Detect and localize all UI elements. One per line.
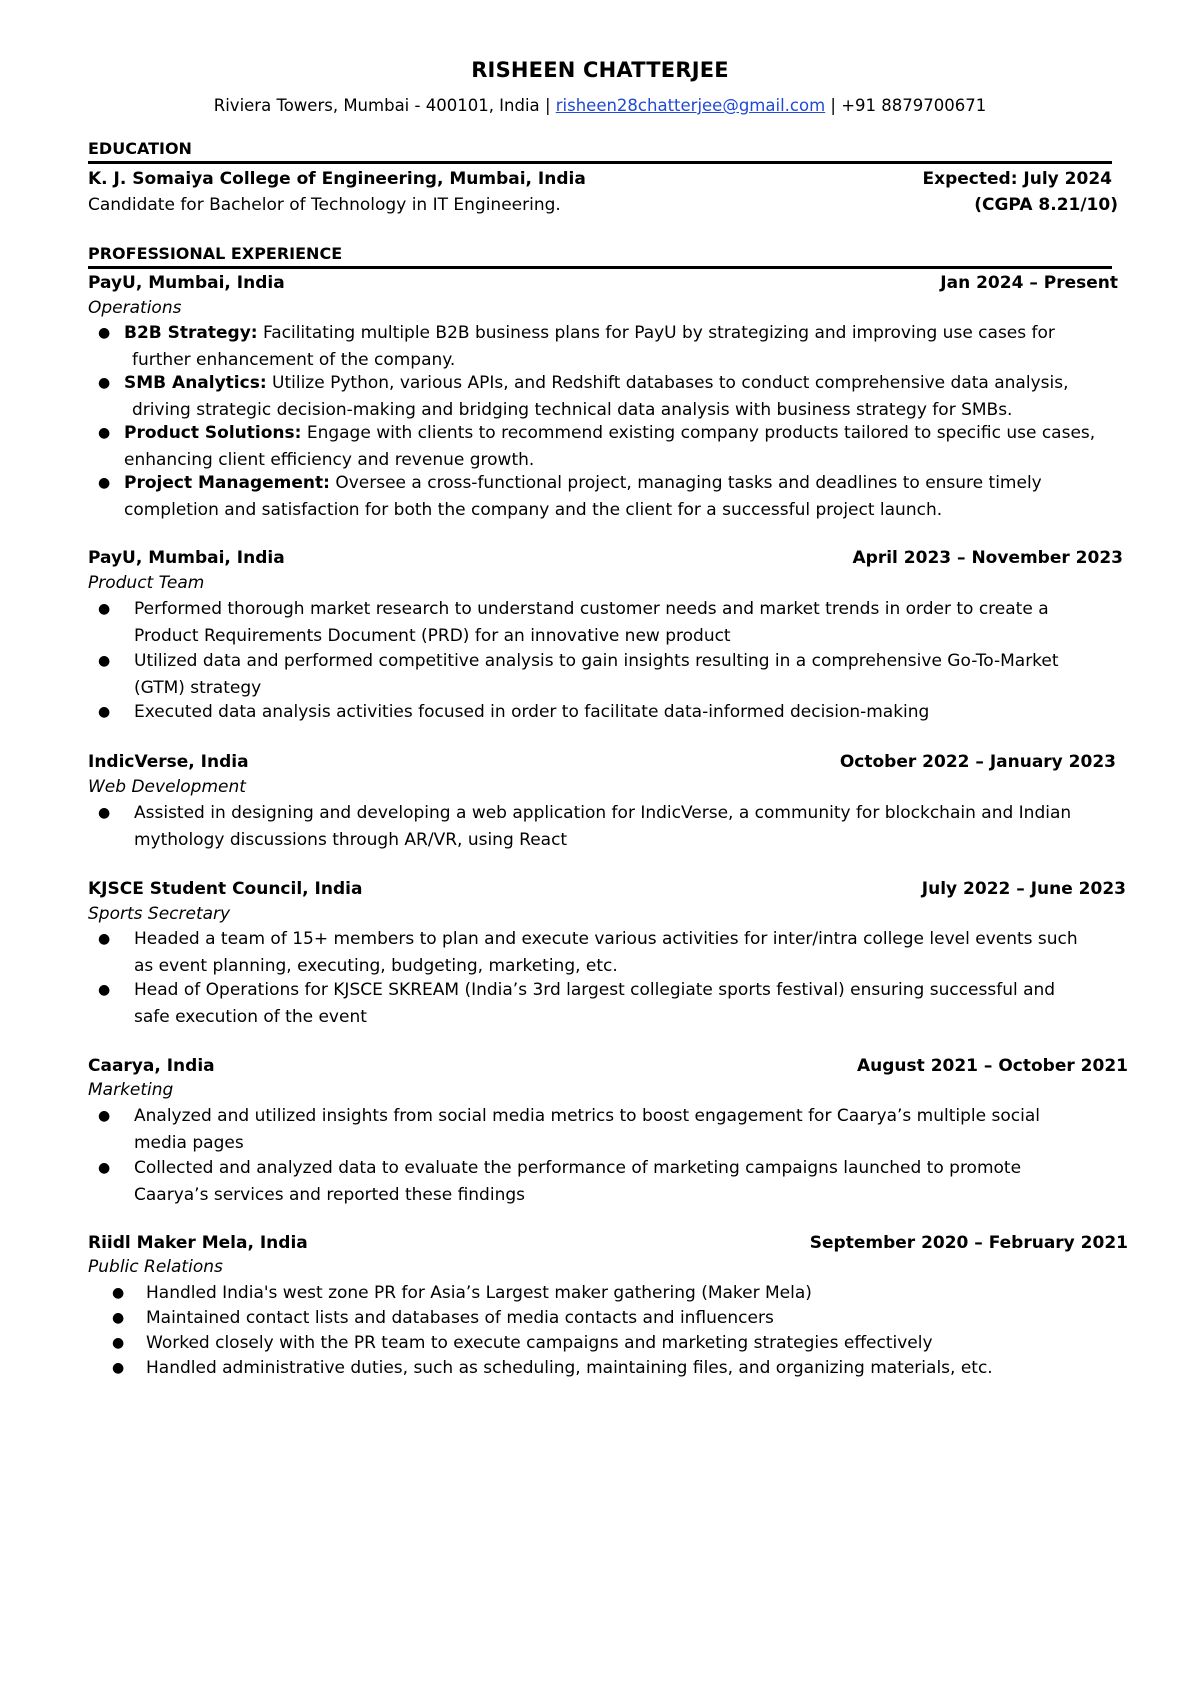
job-role: Sports Secretary <box>88 904 231 924</box>
bullet-text: driving strategic decision-making and bridging technical data analysis with business strategy for SMBs. <box>132 400 1013 420</box>
bullet-icon: ● <box>98 805 111 821</box>
bullet-text: enhancing client efficiency and revenue growth. <box>124 450 535 470</box>
bullet-icon: ● <box>98 704 111 720</box>
job-header <box>88 1056 1128 1080</box>
bullet-text: Maintained contact lists and databases of media contacts and influencers <box>146 1308 774 1328</box>
bullet-icon: ● <box>98 475 111 491</box>
candidate-name: RISHEEN CHATTERJEE <box>471 58 729 82</box>
school-name: K. J. Somaiya College of Engineering, Mumbai, India <box>88 169 586 189</box>
bullet-text: mythology discussions through AR/VR, using React <box>134 830 568 850</box>
separator: | <box>544 96 551 115</box>
bullet-icon: ● <box>112 1310 125 1326</box>
bullet-text: media pages <box>134 1133 244 1153</box>
bullet-lead: Product Solutions: <box>124 423 302 443</box>
bullet-text: Engage with clients to recommend existing company products tailored to specific use cases, <box>301 423 1096 443</box>
bullet-icon: ● <box>112 1285 125 1301</box>
bullet-text: Executed data analysis activities focused in order to facilitate data-informed decision-making <box>134 702 930 722</box>
job-header <box>88 548 1123 572</box>
job-org: IndicVerse, India <box>88 752 249 772</box>
bullet-icon: ● <box>98 982 111 998</box>
bullet-icon: ● <box>112 1335 125 1351</box>
job-date: September 2020 – February 2021 <box>809 1233 1128 1253</box>
bullet-icon: ● <box>98 1108 111 1124</box>
bullet-text: (GTM) strategy <box>134 678 262 698</box>
contact-line <box>0 96 1200 115</box>
job-date: Jan 2024 – Present <box>940 273 1118 293</box>
bullet-text: Caarya’s services and reported these findings <box>134 1185 525 1205</box>
bullet-text: Oversee a cross-functional project, managing tasks and deadlines to ensure timely <box>329 473 1042 493</box>
job-org: Riidl Maker Mela, India <box>88 1233 308 1253</box>
bullet-text: Handled India's west zone PR for Asia’s Largest maker gathering (Maker Mela) <box>146 1283 812 1303</box>
job-org: PayU, Mumbai, India <box>88 273 285 293</box>
graduation-date: Expected: July 2024 <box>922 169 1112 189</box>
job-header <box>88 273 1118 297</box>
bullet-text: Facilitating multiple B2B business plans for PayU by strategizing and improving use cases for <box>257 323 1055 343</box>
bullet-lead: SMB Analytics: <box>124 373 267 393</box>
bullet-text: Worked closely with the PR team to execute campaigns and marketing strategies effectively <box>146 1333 933 1353</box>
bullet-text: Utilize Python, various APIs, and Redshift databases to conduct comprehensive data analysis, <box>266 373 1069 393</box>
job-date: July 2022 – June 2023 <box>921 879 1126 899</box>
section-divider <box>88 266 1112 269</box>
bullet-text: Utilized data and performed competitive analysis to gain insights resulting in a comprehensive Go-To-Market <box>134 651 1059 671</box>
phone: +91 8879700671 <box>841 96 987 115</box>
bullet-text: Collected and analyzed data to evaluate the performance of marketing campaigns launched to promote <box>134 1158 1022 1178</box>
job-role: Public Relations <box>88 1257 223 1277</box>
bullet-text: Performed thorough market research to understand customer needs and market trends in order to create a <box>134 599 1049 619</box>
bullet-icon: ● <box>98 601 111 617</box>
experience-heading: PROFESSIONAL EXPERIENCE <box>88 244 343 263</box>
bullet-text: as event planning, executing, budgeting, marketing, etc. <box>134 956 618 976</box>
bullet-text: Analyzed and utilized insights from social media metrics to boost engagement for Caarya’s multiple social <box>134 1106 1040 1126</box>
address: Riviera Towers, Mumbai - 400101, India <box>213 96 540 115</box>
job-date: August 2021 – October 2021 <box>857 1056 1128 1076</box>
job-role: Operations <box>88 298 182 318</box>
bullet-lead: Project Management: <box>124 473 330 493</box>
job-role: Marketing <box>88 1080 174 1100</box>
bullet-text: Headed a team of 15+ members to plan and execute various activities for inter/intra college level events such <box>134 929 1078 949</box>
bullet-text: Assisted in designing and developing a web application for IndicVerse, a community for blockchain and Indian <box>134 803 1072 823</box>
bullet-icon: ● <box>98 931 111 947</box>
bullet-text: further enhancement of the company. <box>132 350 456 370</box>
degree: Candidate for Bachelor of Technology in IT Engineering. <box>88 195 561 215</box>
degree-row <box>88 195 1118 219</box>
bullet-icon: ● <box>112 1360 125 1376</box>
bullet-icon: ● <box>98 375 111 391</box>
bullet-icon: ● <box>98 425 111 441</box>
bullet-icon: ● <box>98 325 111 341</box>
job-org: Caarya, India <box>88 1056 215 1076</box>
job-org: PayU, Mumbai, India <box>88 548 285 568</box>
job-role: Product Team <box>88 573 205 593</box>
job-date: April 2023 – November 2023 <box>852 548 1123 568</box>
job-role: Web Development <box>88 777 246 797</box>
bullet-lead: B2B Strategy: <box>124 323 258 343</box>
bullet-icon: ● <box>98 1160 111 1176</box>
education-heading: EDUCATION <box>88 139 192 158</box>
separator: | <box>830 96 836 115</box>
job-header <box>88 1233 1128 1257</box>
job-date: October 2022 – January 2023 <box>839 752 1116 772</box>
bullet-text: Head of Operations for KJSCE SKREAM (India’s 3rd largest collegiate sports festival) ensuring successful and <box>134 980 1056 1000</box>
bullet-text: Handled administrative duties, such as scheduling, maintaining files, and organizing materials, etc. <box>146 1358 993 1378</box>
email-link[interactable]: risheen28chatterjee@gmail.com <box>555 96 826 115</box>
bullet-text: completion and satisfaction for both the company and the client for a successful project launch. <box>124 500 943 520</box>
bullet-icon: ● <box>98 653 111 669</box>
job-header <box>88 879 1126 903</box>
cgpa: (CGPA 8.21/10) <box>974 195 1118 215</box>
section-divider <box>88 161 1112 164</box>
bullet-text: safe execution of the event <box>134 1007 367 1027</box>
education-row <box>88 169 1118 193</box>
job-header <box>88 752 1118 776</box>
bullet-text: Product Requirements Document (PRD) for an innovative new product <box>134 626 731 646</box>
job-org: KJSCE Student Council, India <box>88 879 363 899</box>
